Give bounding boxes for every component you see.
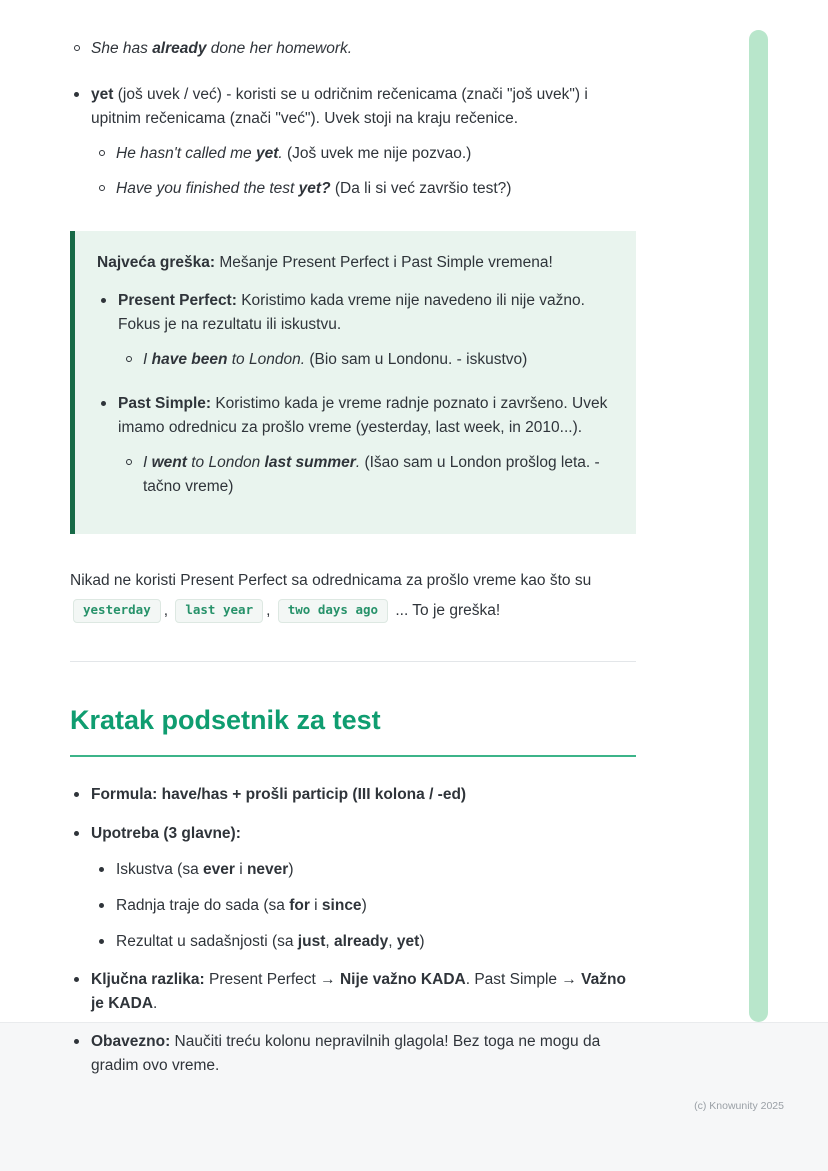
list-item-ps-example xyxy=(122,451,612,499)
translation-text: (Da li si već završio test?) xyxy=(330,180,512,198)
section-divider xyxy=(70,661,636,662)
list-item-yet xyxy=(70,83,636,201)
yet-examples-list xyxy=(95,142,636,201)
formula-text: Formula: have/has + prošli particip (III kolona / -ed) xyxy=(91,786,467,804)
keyword: Nije važno KADA xyxy=(339,970,466,988)
yet-definition xyxy=(91,83,636,131)
callout-title-text: Mešanje Present Perfect i Past Simple vremena! xyxy=(215,254,553,272)
highlighted-word: already xyxy=(152,40,207,57)
code-chip-last-year: last year xyxy=(175,599,263,623)
usage-text: , xyxy=(388,932,397,950)
already-example-list xyxy=(70,37,636,61)
highlighted-word: have been xyxy=(151,351,228,369)
past-simple-definition xyxy=(118,392,612,440)
keyword: Važno je KADA xyxy=(91,970,626,1012)
separator-text: , xyxy=(266,602,275,620)
rule-text: Present Perfect → xyxy=(204,970,340,988)
keyword: ever xyxy=(203,860,235,878)
callout-title xyxy=(97,251,612,275)
scrollbar-thumb[interactable] xyxy=(749,30,768,1022)
term-label: Upotreba (3 glavne): xyxy=(91,824,241,842)
list-item-past-simple xyxy=(97,392,612,499)
list-item-upotreba xyxy=(70,822,636,954)
example-text: to London. xyxy=(227,351,306,369)
upotreba-sublist xyxy=(95,858,636,954)
footer-credit: (c) Knowunity 2025 xyxy=(694,1100,784,1112)
list-item-yet-example-1 xyxy=(95,142,636,166)
present-perfect-definition xyxy=(118,289,612,337)
term-label: Present Perfect: xyxy=(118,292,237,310)
list-item-radnja xyxy=(95,894,636,918)
pp-example-list xyxy=(122,348,612,372)
example-text: I xyxy=(143,351,152,369)
example-text: . xyxy=(278,145,283,163)
code-chip-yesterday: yesterday xyxy=(73,599,161,623)
term-description: Koristimo kada je vreme radnje poznato i završeno. Uvek imamo odrednicu za prošlo vreme (yesterday, last week, in 2010...). xyxy=(118,395,608,437)
list-item-kljucna-razlika xyxy=(70,968,636,1016)
example-text: . xyxy=(355,454,361,472)
ps-example-list xyxy=(122,451,612,499)
usage-text: Iskustva (sa xyxy=(116,860,203,878)
usage-text: ) xyxy=(288,860,294,878)
usage-text: ) xyxy=(361,896,367,914)
keyword: yet xyxy=(396,932,420,950)
usage-text: i xyxy=(234,860,247,878)
example-text: She has xyxy=(91,40,153,57)
example-text: He hasn't called me xyxy=(116,145,256,163)
translation-text: (Bio sam u Londonu. - iskustvo) xyxy=(305,351,528,369)
list-item-already-example xyxy=(70,37,636,61)
example-text: done her homework. xyxy=(206,40,353,57)
highlighted-word: yet xyxy=(255,145,279,163)
highlighted-word: last summer xyxy=(264,454,356,472)
keyword: already xyxy=(333,932,389,950)
example-text: Have you finished the test xyxy=(116,180,299,198)
list-item-present-perfect xyxy=(97,289,612,372)
summary-list xyxy=(70,783,636,1077)
yet-list xyxy=(70,83,636,201)
keyword: just xyxy=(297,932,326,950)
upotreba-title xyxy=(91,822,636,846)
term-label: Past Simple: xyxy=(118,395,212,413)
example-text: I xyxy=(143,454,152,472)
warning-paragraph xyxy=(70,566,636,626)
list-item-formula xyxy=(70,783,636,807)
list-item-pp-example xyxy=(122,348,612,372)
term-label: yet xyxy=(91,86,114,104)
list-item-iskustva xyxy=(95,858,636,882)
list-item-yet-example-2 xyxy=(95,177,636,201)
keyword: since xyxy=(321,896,362,914)
usage-text: ) xyxy=(419,932,425,950)
biggest-mistake-callout xyxy=(70,231,636,534)
callout-title-label: Najveća greška: xyxy=(97,254,216,272)
term-description: Koristimo kada vreme nije navedeno ili nije važno. Fokus je na rezultatu ili iskustvu. xyxy=(118,292,585,334)
term-label: Ključna razlika: xyxy=(91,970,205,988)
keyword: never xyxy=(246,860,289,878)
example-text: to London xyxy=(186,454,265,472)
callout-list xyxy=(97,289,612,499)
warning-text: ... To je greška! xyxy=(391,602,501,620)
section-heading: Kratak podsetnik za test xyxy=(70,700,636,758)
usage-text: , xyxy=(325,932,334,950)
term-label: Obavezno: xyxy=(91,1032,171,1050)
list-item-obavezno xyxy=(70,1030,636,1078)
rule-text: . xyxy=(153,994,158,1012)
usage-text: Rezultat u sadašnjosti (sa xyxy=(116,932,298,950)
separator-text: , xyxy=(163,602,173,620)
warning-text: Nikad ne koristi Present Perfect sa odrednicama za prošlo vreme kao što su xyxy=(70,572,592,590)
rule-text: . Past Simple → xyxy=(465,970,582,988)
code-chip-two-days-ago: two days ago xyxy=(278,599,388,623)
usage-text: Radnja traje do sada (sa xyxy=(116,896,290,914)
list-item-rezultat xyxy=(95,930,636,954)
usage-text: i xyxy=(309,896,322,914)
rule-text: Naučiti treću kolonu nepravilnih glagola! Bez toga ne mogu da gradim ovo vreme. xyxy=(91,1032,601,1074)
translation-text: (Još uvek me nije pozvao.) xyxy=(282,145,472,163)
highlighted-word: yet? xyxy=(298,180,331,198)
highlighted-word: went xyxy=(151,454,187,472)
translation-text: (Išao sam u London prošlog leta. - tačno vreme) xyxy=(143,454,600,496)
keyword: for xyxy=(289,896,310,914)
term-description: (još uvek / već) - koristi se u odričnim rečenicama (znači "još uvek") i upitnim rečenicama (znači "već"). Uvek stoji na kraju rečenice. xyxy=(91,86,588,128)
